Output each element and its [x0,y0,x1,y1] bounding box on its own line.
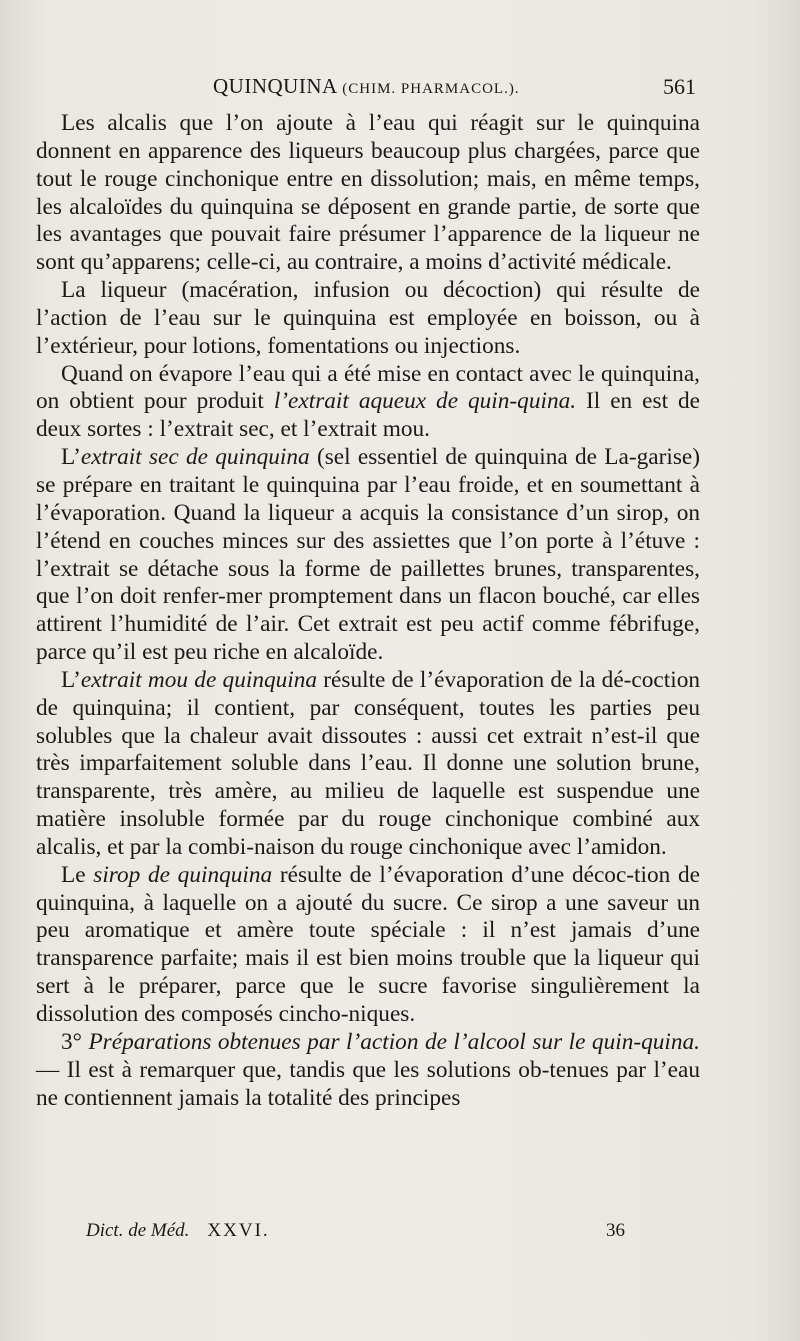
italic-term: extrait sec de quinquina [80,444,310,471]
italic-term: extrait mou de quinquina [80,666,318,693]
text-segment: La liqueur (macération, infusion ou décoction) qui résulte de l’action de l’eau sur le quinquina est employée en boisson, ou à l’extérieur, pour lotions, fomentations ou injections. [36,277,700,359]
running-title-subtitle: (CHIM. PHARMACOL.). [342,81,520,97]
page-header [38,74,698,106]
text-segment: Les alcalis que l’on ajoute à l’eau qui réagit sur le quinquina donnent en apparence des liqueurs beaucoup plus chargées, parce que tout le rouge cinchonique entre en dissolution; mais, en même temps, les alcaloïdes du quinquina se déposent en grande partie, de sorte que les avantages que pouvait faire présumer l’apparence de la liqueur ne sont qu’apparens; celle-ci, au contraire, a moins d’activité médicale. [36,110,700,276]
page-number: 561 [663,74,696,99]
text-segment: — Il est à remarquer que, tandis que les solutions ob-tenues par l’eau ne contiennent jamais la totalité des principes [36,1056,700,1111]
text-segment: Le [61,861,94,888]
text-segment: L’ [61,666,81,693]
paragraph [36,110,700,277]
paragraph [36,444,700,667]
running-title-main: QUINQUINA [213,74,337,98]
italic-term: sirop de quinquina [93,861,273,888]
signature-mark [86,1220,270,1242]
text-segment: (sel essentiel de quinquina de La-garise) se prépare en traitant le quinquina par l’eau froide, et en soumettant à l’évaporation. Quand la liqueur a acquis la consistance d’un sirop, on l’étend en couches minces sur des assiettes que l’on porte à l’étuve : l’extrait se détache sous la forme de paillettes brunes, transparentes, que l’on doit renfer-mer promptement dans un flacon bouché, car elles attirent l’humidité de l’air. Cet extrait est peu actif comme fébrifuge, parce qu’il est peu riche en alcaloïde. [36,444,700,666]
sheet-number: 36 [606,1220,625,1241]
text-segment: Quand on évapore l’eau qui a été mise en contact avec le quinquina, on obtient pour produit [36,360,700,415]
text-segment: 3° [61,1028,89,1055]
paragraph [36,667,700,862]
paragraph [36,277,700,361]
signature-abbrev: Dict. de Méd. [86,1220,190,1241]
page-footer [38,1220,698,1250]
body-text [36,110,700,1112]
volume-number: XXVI. [207,1220,270,1241]
text-segment: résulte de l’évaporation d’une décoc-tion de quinquina, à laquelle on a ajouté du sucre. Ce sirop a une saveur un peu aromatique et amère toute spéciale : il n’est jamais d’une transparence parfaite; mais il est bien moins trouble que la liqueur qui sert à le préparer, parce que le sucre favorise singulièrement la dissolution des composés cincho-niques. [36,861,700,1027]
italic-term: l’extrait aqueux de quin-quina. [273,388,577,415]
italic-term: Préparations obtenues par l’action de l’alcool sur le quin-quina. [88,1028,700,1055]
text-segment: résulte de l’évaporation de la dé-coction de quinquina; il contient, par conséquent, toutes les parties peu solubles que la chaleur avait dissoutes : aussi cet extrait n’est-il que très imparfaitement soluble dans l’eau. Il donne une solution brune, transparente, très amère, au milieu de laquelle est suspendue une matière insoluble formée par du rouge cinchonique combiné aux alcalis, et par la combi-naison du rouge cinchonique avec l’amidon. [36,666,700,860]
text-segment: L’ [61,444,81,471]
paragraph [36,862,700,1029]
text-segment: Il en est de deux sortes : l’extrait sec, et l’extrait mou. [36,388,700,443]
running-title [213,74,520,99]
paragraph [36,361,700,445]
paragraph [36,1029,700,1113]
